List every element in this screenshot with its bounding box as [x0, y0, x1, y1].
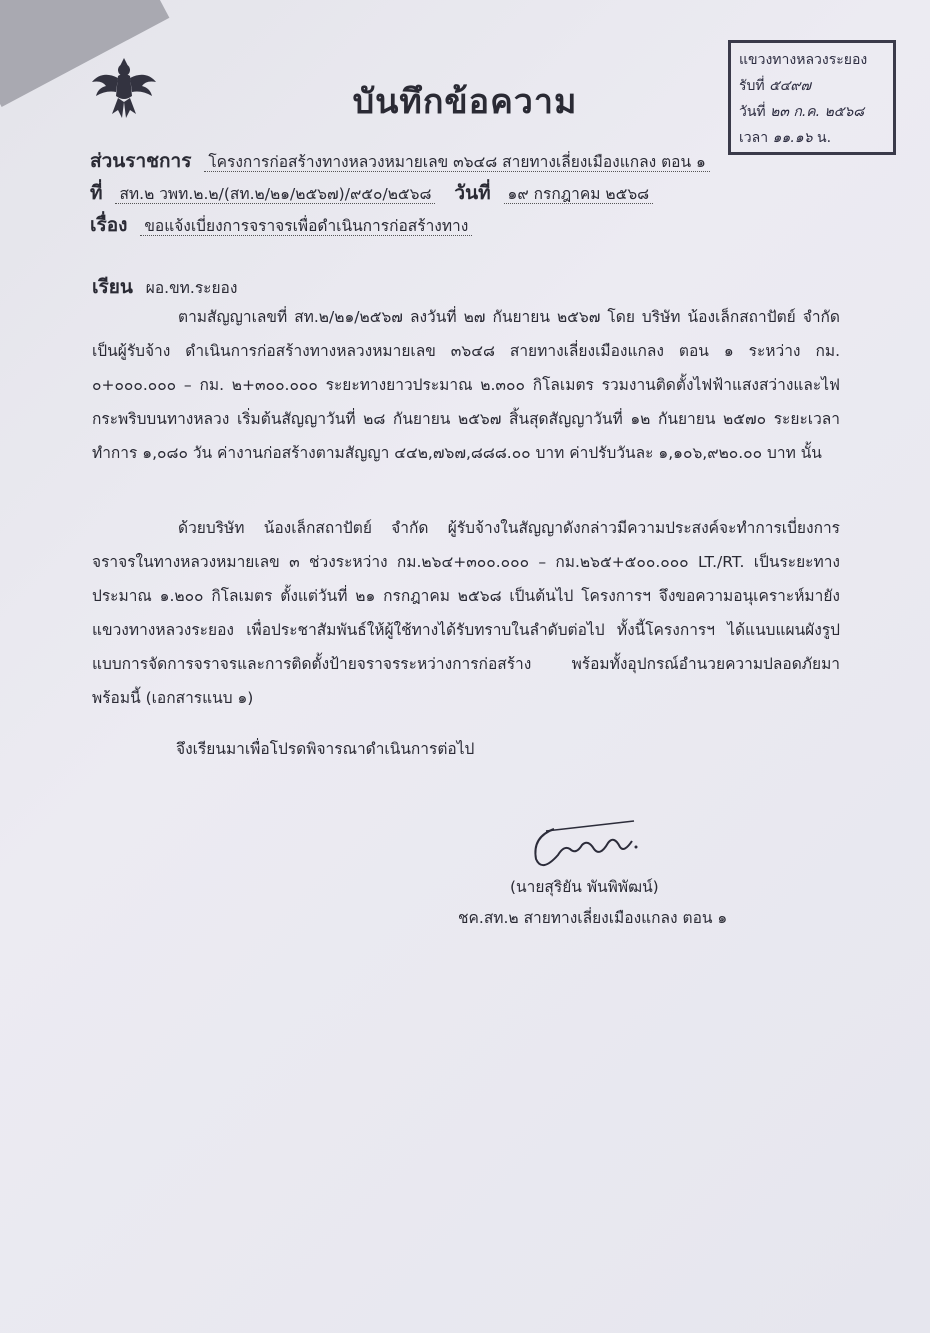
reference-value: สท.๒ วพท.๒.๒/(สท.๒/๒๑/๒๕๖๗)/๙๕๐/๒๕๖๘ [115, 185, 435, 204]
body-paragraph-2: ด้วยบริษัท น้องเล็กสถาปัตย์ จำกัด ผู้รับจ้างในสัญญาดังกล่าวมีความประสงค์จะทำการเบี่ยงการจราจรในทางหลวงหมายเลข ๓ ช่วงระหว่าง กม.๒๖๔+๓๐๐.๐๐๐ – กม.๒๖๕+๕๐๐.๐๐๐ LT./RT. เป็นระยะทางประมาณ ๑.๒๐๐ กิโลเมตร ตั้งแต่วันที่ ๒๑ กรกฎาคม ๒๕๖๘ เป็นต้นไป โครงการฯ จึงขอความอนุเคราะห์มายังแขวงทางหลวงระยอง เพื่อประชาสัมพันธ์ให้ผู้ใช้ทางได้รับทราบในลำดับต่อไป ทั้งนี้โครงการฯ ได้แนบแผนผังรูปแบบการจัดการจราจรและการติดตั้งป้ายจราจรระหว่างการก่อสร้าง พร้อมทั้งอุปกรณ์อำนวยความปลอดภัยมาพร้อมนี้ (เอกสารแนบ ๑) [92, 519, 840, 707]
salutation [92, 272, 237, 302]
stamp-office: แขวงทางหลวงระยอง [739, 52, 868, 68]
date-label: วันที่ [454, 182, 491, 204]
reference-label: ที่ [90, 182, 103, 204]
reference-row [90, 178, 653, 208]
body-paragraph-1: ตามสัญญาเลขที่ สท.๒/๒๑/๒๕๖๗ ลงวันที่ ๒๗ กันยายน ๒๕๖๗ โดย บริษัท น้องเล็กสถาปัตย์ จำกัด เป็นผู้รับจ้าง ดำเนินการก่อสร้างทางหลวงหมายเลข ๓๖๔๘ สายทางเลี่ยงเมืองแกลง ตอน ๑ ระหว่าง กม. ๐+๐๐๐.๐๐๐ – กม. ๒+๓๐๐.๐๐๐ ระยะทางยาวประมาณ ๒.๓๐๐ กิโลเมตร รวมงานติดตั้งไฟฟ้าแสงสว่างและไฟกระพริบบนทางหลวง เริ่มต้นสัญญาวันที่ ๒๘ กันยายน ๒๕๖๗ สิ้นสุดสัญญาวันที่ ๑๒ กันยายน ๒๕๗๐ ระยะเวลาทำการ ๑,๐๘๐ วัน ค่างานก่อสร้างตามสัญญา ๔๔๒,๗๖๗,๘๘๘.๐๐ บาท ค่าปรับวันละ ๑,๑๐๖,๙๒๐.๐๐ บาท นั้น [92, 308, 840, 462]
stamp-time-row: เวลา ๑๑.๑๖ น. [739, 130, 832, 146]
salutation-value: ผอ.ขท.ระยอง [145, 279, 238, 297]
document-title: บันทึกข้อความ [352, 82, 578, 122]
agency-value: โครงการก่อสร้างทางหลวงหมายเลข ๓๖๔๘ สายทางเลี่ยงเมืองแกลง ตอน ๑ [204, 153, 710, 172]
stamp-received-row: รับที่ ๕๔๙๗ [739, 78, 812, 94]
agency-row [90, 146, 710, 176]
signatory-name: (นายสุริยัน พันพิพัฒน์) [510, 878, 659, 896]
subject-value: ขอแจ้งเบี่ยงการจราจรเพื่อดำเนินการก่อสร้างทาง [140, 217, 472, 236]
handwritten-signature-icon [524, 815, 654, 877]
subject-label: เรื่อง [90, 214, 128, 236]
signatory-position: ชค.สท.๒ สายทางเลี่ยงเมืองแกลง ตอน ๑ [458, 909, 728, 927]
stamp-date-row: วันที่ ๒๓ ก.ค. ๒๕๖๘ [739, 104, 865, 120]
agency-label: ส่วนราชการ [90, 150, 192, 172]
date-value: ๑๙ กรกฎาคม ๒๕๖๘ [504, 185, 654, 204]
body-paragraph-3: จึงเรียนมาเพื่อโปรดพิจารณาดำเนินการต่อไป [176, 740, 475, 758]
received-stamp [728, 40, 896, 155]
salutation-label: เรียน [92, 276, 133, 298]
subject-row [90, 210, 472, 240]
